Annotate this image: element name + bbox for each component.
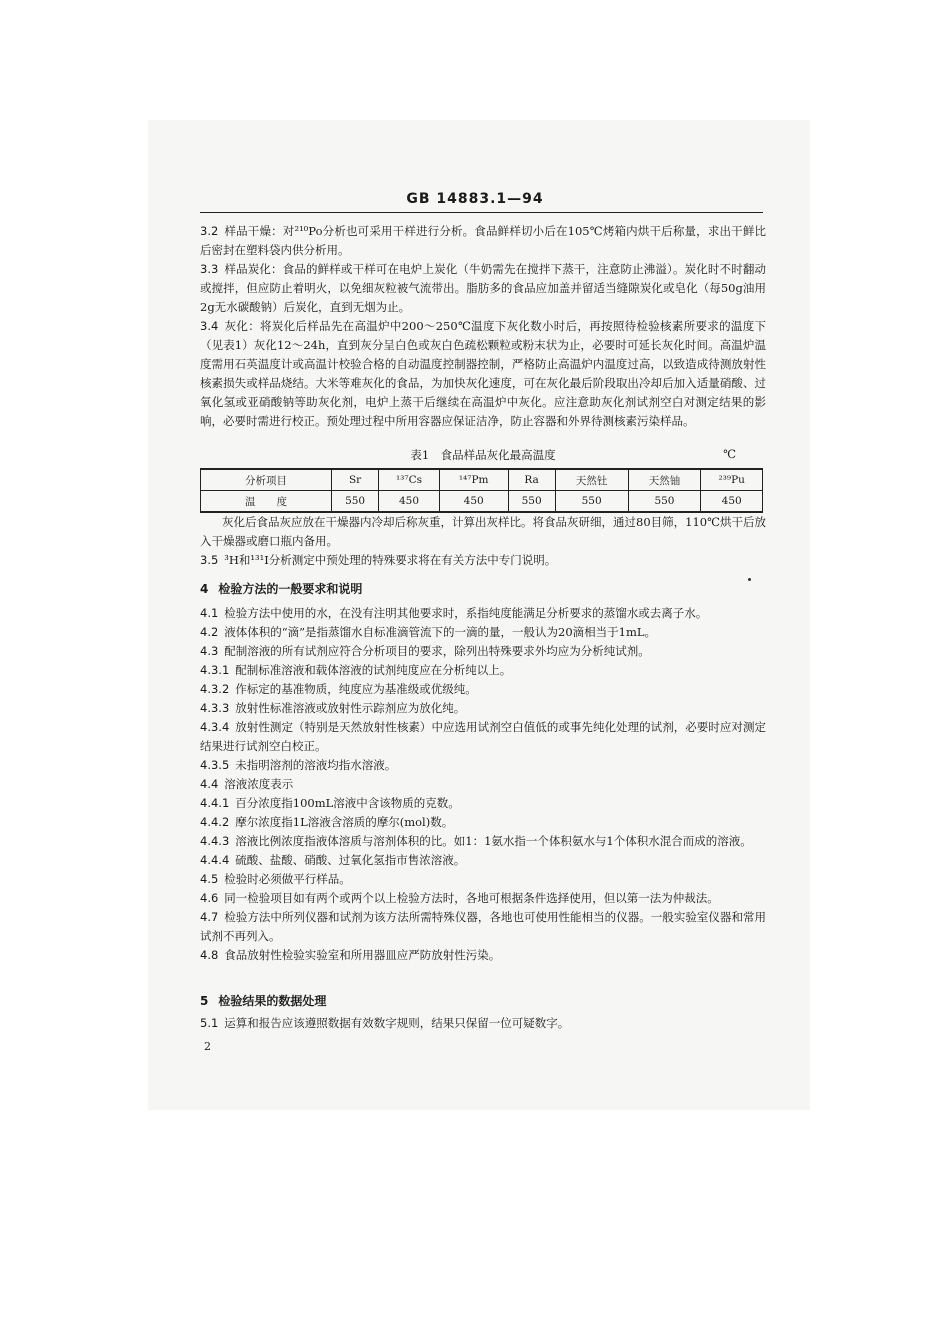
para-3-3: 3.3 样品炭化：食品的鲜样或干样可在电炉上炭化（牛奶需先在搅拌下蒸干，注意防止沸溢）。炭化时不时翻动或搅拌，但应防止着明火，以免细灰粒被气流带出。脂肪多的食品应加盖并留适当缝隙炭化或皂化（每50g油用2g无水碳酸钠）后炭化，直到无烟为止。	[200, 262, 766, 314]
standard-header: GB 14883.1—94	[406, 191, 544, 207]
table-header-cell: 天然钍	[555, 469, 628, 491]
header-rule	[200, 212, 763, 213]
list-item: 4.3.1 配制标准溶液和载体溶液的试剂纯度应在分析纯以上。	[200, 663, 512, 677]
para-3-2: 3.2 样品干燥：对²¹⁰Po分析也可采用干样进行分析。食品鲜样切小后在105℃烤箱内烘干后称量，求出干鲜比后密封在塑料袋内供分析用。	[200, 224, 766, 257]
table-unit: ℃	[723, 447, 736, 461]
list-item: 4.7 检验方法中所列仪器和试剂为该方法所需特殊仪器，各地也可使用性能相当的仪器。一般实验室仪器和常用试剂不再列入。	[200, 910, 766, 943]
list-item: 4.3 配制溶液的所有试剂应符合分析项目的要求，除列出特殊要求外均应为分析纯试剂。	[200, 644, 650, 658]
table-cell: 550	[628, 491, 701, 513]
ashing-temperature-table	[200, 468, 763, 513]
list-item: 4.3.5 未指明溶剂的溶液均指水溶液。	[200, 758, 397, 772]
table-cell: 450	[379, 491, 440, 513]
list-item: 4.4.2 摩尔浓度指1L溶液含溶质的摩尔(mol)数。	[200, 815, 454, 829]
table-cell: 450	[701, 491, 763, 513]
list-item: 4.3.3 放射性标准溶液或放射性示踪剂应为放化纯。	[200, 701, 466, 715]
list-item: 4.4.3 溶液比例浓度指液体溶质与溶剂体积的比。如1：1氨水指一个体积氨水与1个体积水混合而成的溶液。	[200, 834, 752, 848]
list-item: 4.6 同一检验项目如有两个或两个以上检验方法时，各地可根据条件选择使用，但以第一法为仲裁法。	[200, 891, 719, 905]
section-5-items	[200, 1014, 766, 1033]
table-header-cell: 天然铀	[628, 469, 701, 491]
para-after-table: 灰化后食品灰应放在干燥器内冷却后称灰重，计算出灰样比。将食品灰研细，通过80目筛，110℃烘干后放入干燥器或磨口瓶内备用。	[200, 515, 766, 548]
list-item: 4.4.4 硫酸、盐酸、硝酸、过氧化氢指市售浓溶液。	[200, 853, 466, 867]
page-number: 2	[204, 1040, 211, 1053]
table-cell: 550	[555, 491, 628, 513]
table-header-cell: 分析项目	[201, 469, 332, 491]
table-cell: 550	[332, 491, 379, 513]
section-4-items	[200, 604, 766, 965]
section-4-heading: 4 检验方法的一般要求和说明	[200, 582, 363, 596]
table-cell: 450	[439, 491, 508, 513]
list-item: 4.8 食品放射性检验实验室和所用器皿应严防放射性污染。	[200, 948, 501, 962]
table-caption: 表1 食品样品灰化最高温度 ℃	[410, 447, 736, 462]
list-item: 4.1 检验方法中使用的水，在没有注明其他要求时，系指纯度能满足分析要求的蒸馏水或去离子水。	[200, 606, 708, 620]
table-header-cell: ¹⁴⁷Pm	[439, 469, 508, 491]
section-5-heading: 5 检验结果的数据处理	[200, 994, 327, 1008]
scan-speck	[748, 578, 751, 581]
list-item: 4.5 检验时必须做平行样品。	[200, 872, 351, 886]
table-header-cell: ²³⁹Pu	[701, 469, 763, 491]
table-header-cell: Sr	[332, 469, 379, 491]
list-item: 4.3.2 作标定的基准物质，纯度应为基准级或优级纯。	[200, 682, 477, 696]
table-header-row	[201, 469, 763, 491]
para-3-4: 3.4 灰化：将炭化后样品先在高温炉中200～250℃温度下灰化数小时后，再按照待检验核素所要求的温度下（见表1）灰化12～24h，直到灰分呈白色或灰白色疏松颗粒或粉末状为止，必要时可延长灰化时间。高温炉温度需用石英温度计或高温计校验合格的自动温度控制器控制，严格防止高温炉内温度过高，以致造成待测放射性核素损失或样品烧结。大米等难灰化的食品，为加快灰化速度，可在灰化最后阶段取出冷却后加入适量硝酸、过氧化氢或亚硝酸钠等助灰化剂，电炉上蒸干后继续在高温炉中灰化。应注意助灰化剂试剂空白对测定结果的影响，必要时需进行校正。预处理过程中所用容器应保证洁净，防止容器和外界待测核素污染样品。	[200, 319, 766, 428]
list-item: 4.4 溶液浓度表示	[200, 777, 294, 791]
sections-after-table	[200, 513, 766, 570]
table-header-cell: ¹³⁷Cs	[379, 469, 440, 491]
para-5-1: 5.1 运算和报告应该遵照数据有效数字规则，结果只保留一位可疑数字。	[200, 1016, 570, 1030]
list-item: 4.2 液体体积的“滴”是指蒸馏水自标准滴管流下的一滴的量，一般认为20滴相当于1mL。	[200, 625, 657, 639]
list-item: 4.4.1 百分浓度指100mL溶液中含该物质的克数。	[200, 796, 460, 810]
list-item: 4.3.4 放射性测定（特别是天然放射性核素）中应选用试剂空白值低的或事先纯化处理的试剂，必要时应对测定结果进行试剂空白校正。	[200, 720, 766, 753]
table-cell: 温 度	[201, 491, 332, 513]
table-row	[201, 491, 763, 513]
table-header-cell: Ra	[508, 469, 555, 491]
para-3-5: 3.5 ³H和¹³¹I分析测定中预处理的特殊要求将在有关方法中专门说明。	[200, 553, 557, 567]
sections-3-2-to-3-4	[200, 222, 766, 431]
table-cell: 550	[508, 491, 555, 513]
